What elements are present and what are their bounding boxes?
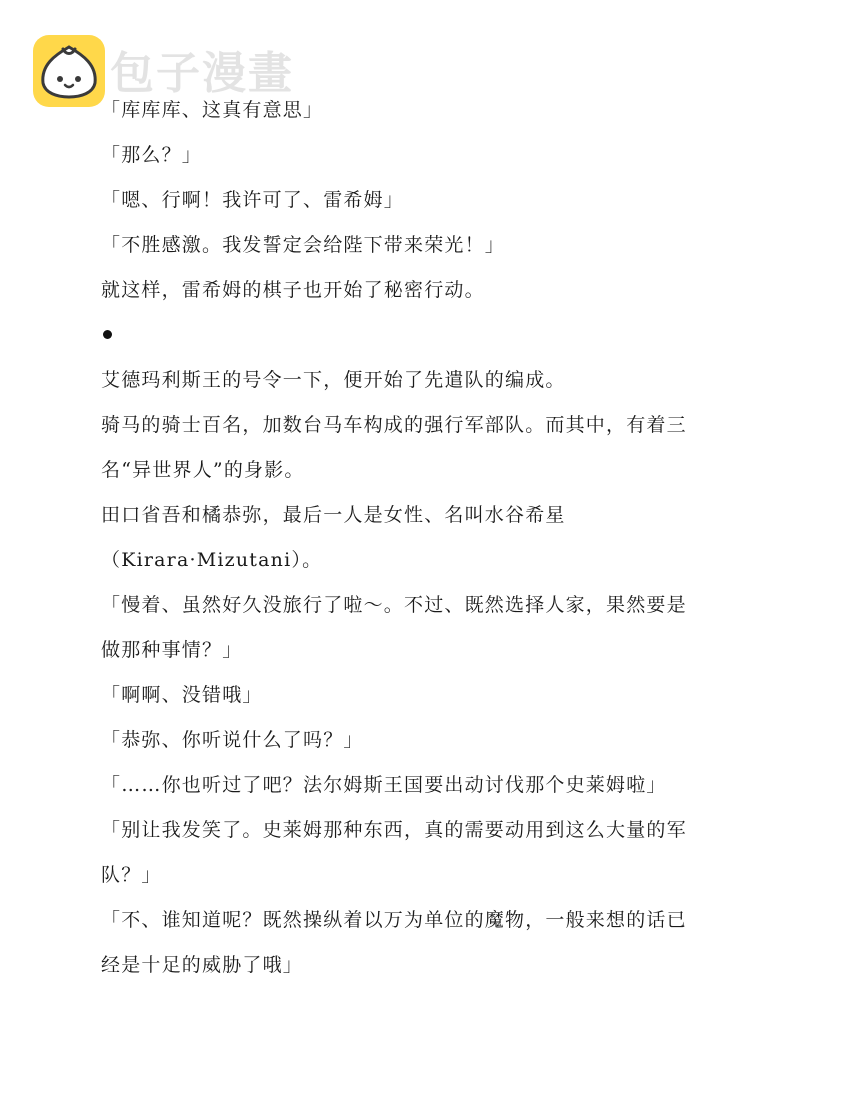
bullet-dot-icon — [103, 330, 112, 339]
text-line: （Kirara·Mizutani）。 — [101, 549, 323, 571]
text-line: 就这样，雷希姆的棋子也开始了秘密行动。 — [101, 279, 485, 301]
text-line: 「不、谁知道呢？既然操纵着以万为单位的魔物，一般来想的话已 — [101, 909, 687, 931]
text-line: 「嗯、行啊！我许可了、雷希姆」 — [101, 189, 405, 211]
text-line: 田口省吾和橘恭弥，最后一人是女性、名叫水谷希星 — [101, 504, 566, 526]
text-line: 「啊啊、没错哦」 — [101, 684, 263, 706]
text-line: 队？」 — [101, 864, 162, 886]
watermark-brand-text: 包子漫畫 — [110, 48, 294, 99]
text-line: 「恭弥、你听说什么了吗？」 — [101, 729, 364, 751]
text-line: 「慢着、虽然好久没旅行了啦～。不过、既然选择人家，果然要是 — [101, 594, 687, 616]
text-line: 「……你也听过了吧？法尔姆斯王国要出动讨伐那个史莱姆啦」 — [101, 774, 667, 796]
text-line: 「库库库、这真有意思」 — [101, 99, 324, 121]
bun-logo-icon — [33, 35, 105, 107]
text-line: 名“异世界人”的身影。 — [101, 459, 305, 481]
text-line: 骑马的骑士百名，加数台马车构成的强行军部队。而其中，有着三 — [101, 414, 687, 436]
novel-text-body — [101, 88, 711, 988]
text-line: 「别让我发笑了。史莱姆那种东西，真的需要动用到这么大量的军 — [101, 819, 687, 841]
text-line: 「那么？」 — [101, 144, 203, 166]
bun-logo — [33, 35, 105, 107]
text-line: 经是十足的威胁了哦」 — [101, 954, 304, 976]
text-line: 「不胜感激。我发誓定会给陛下带来荣光！」 — [101, 234, 506, 256]
text-line: 做那种事情？」 — [101, 639, 243, 661]
section-break-bullet — [101, 313, 711, 358]
text-line: 艾德玛利斯王的号令一下，便开始了先遣队的编成。 — [101, 369, 566, 391]
